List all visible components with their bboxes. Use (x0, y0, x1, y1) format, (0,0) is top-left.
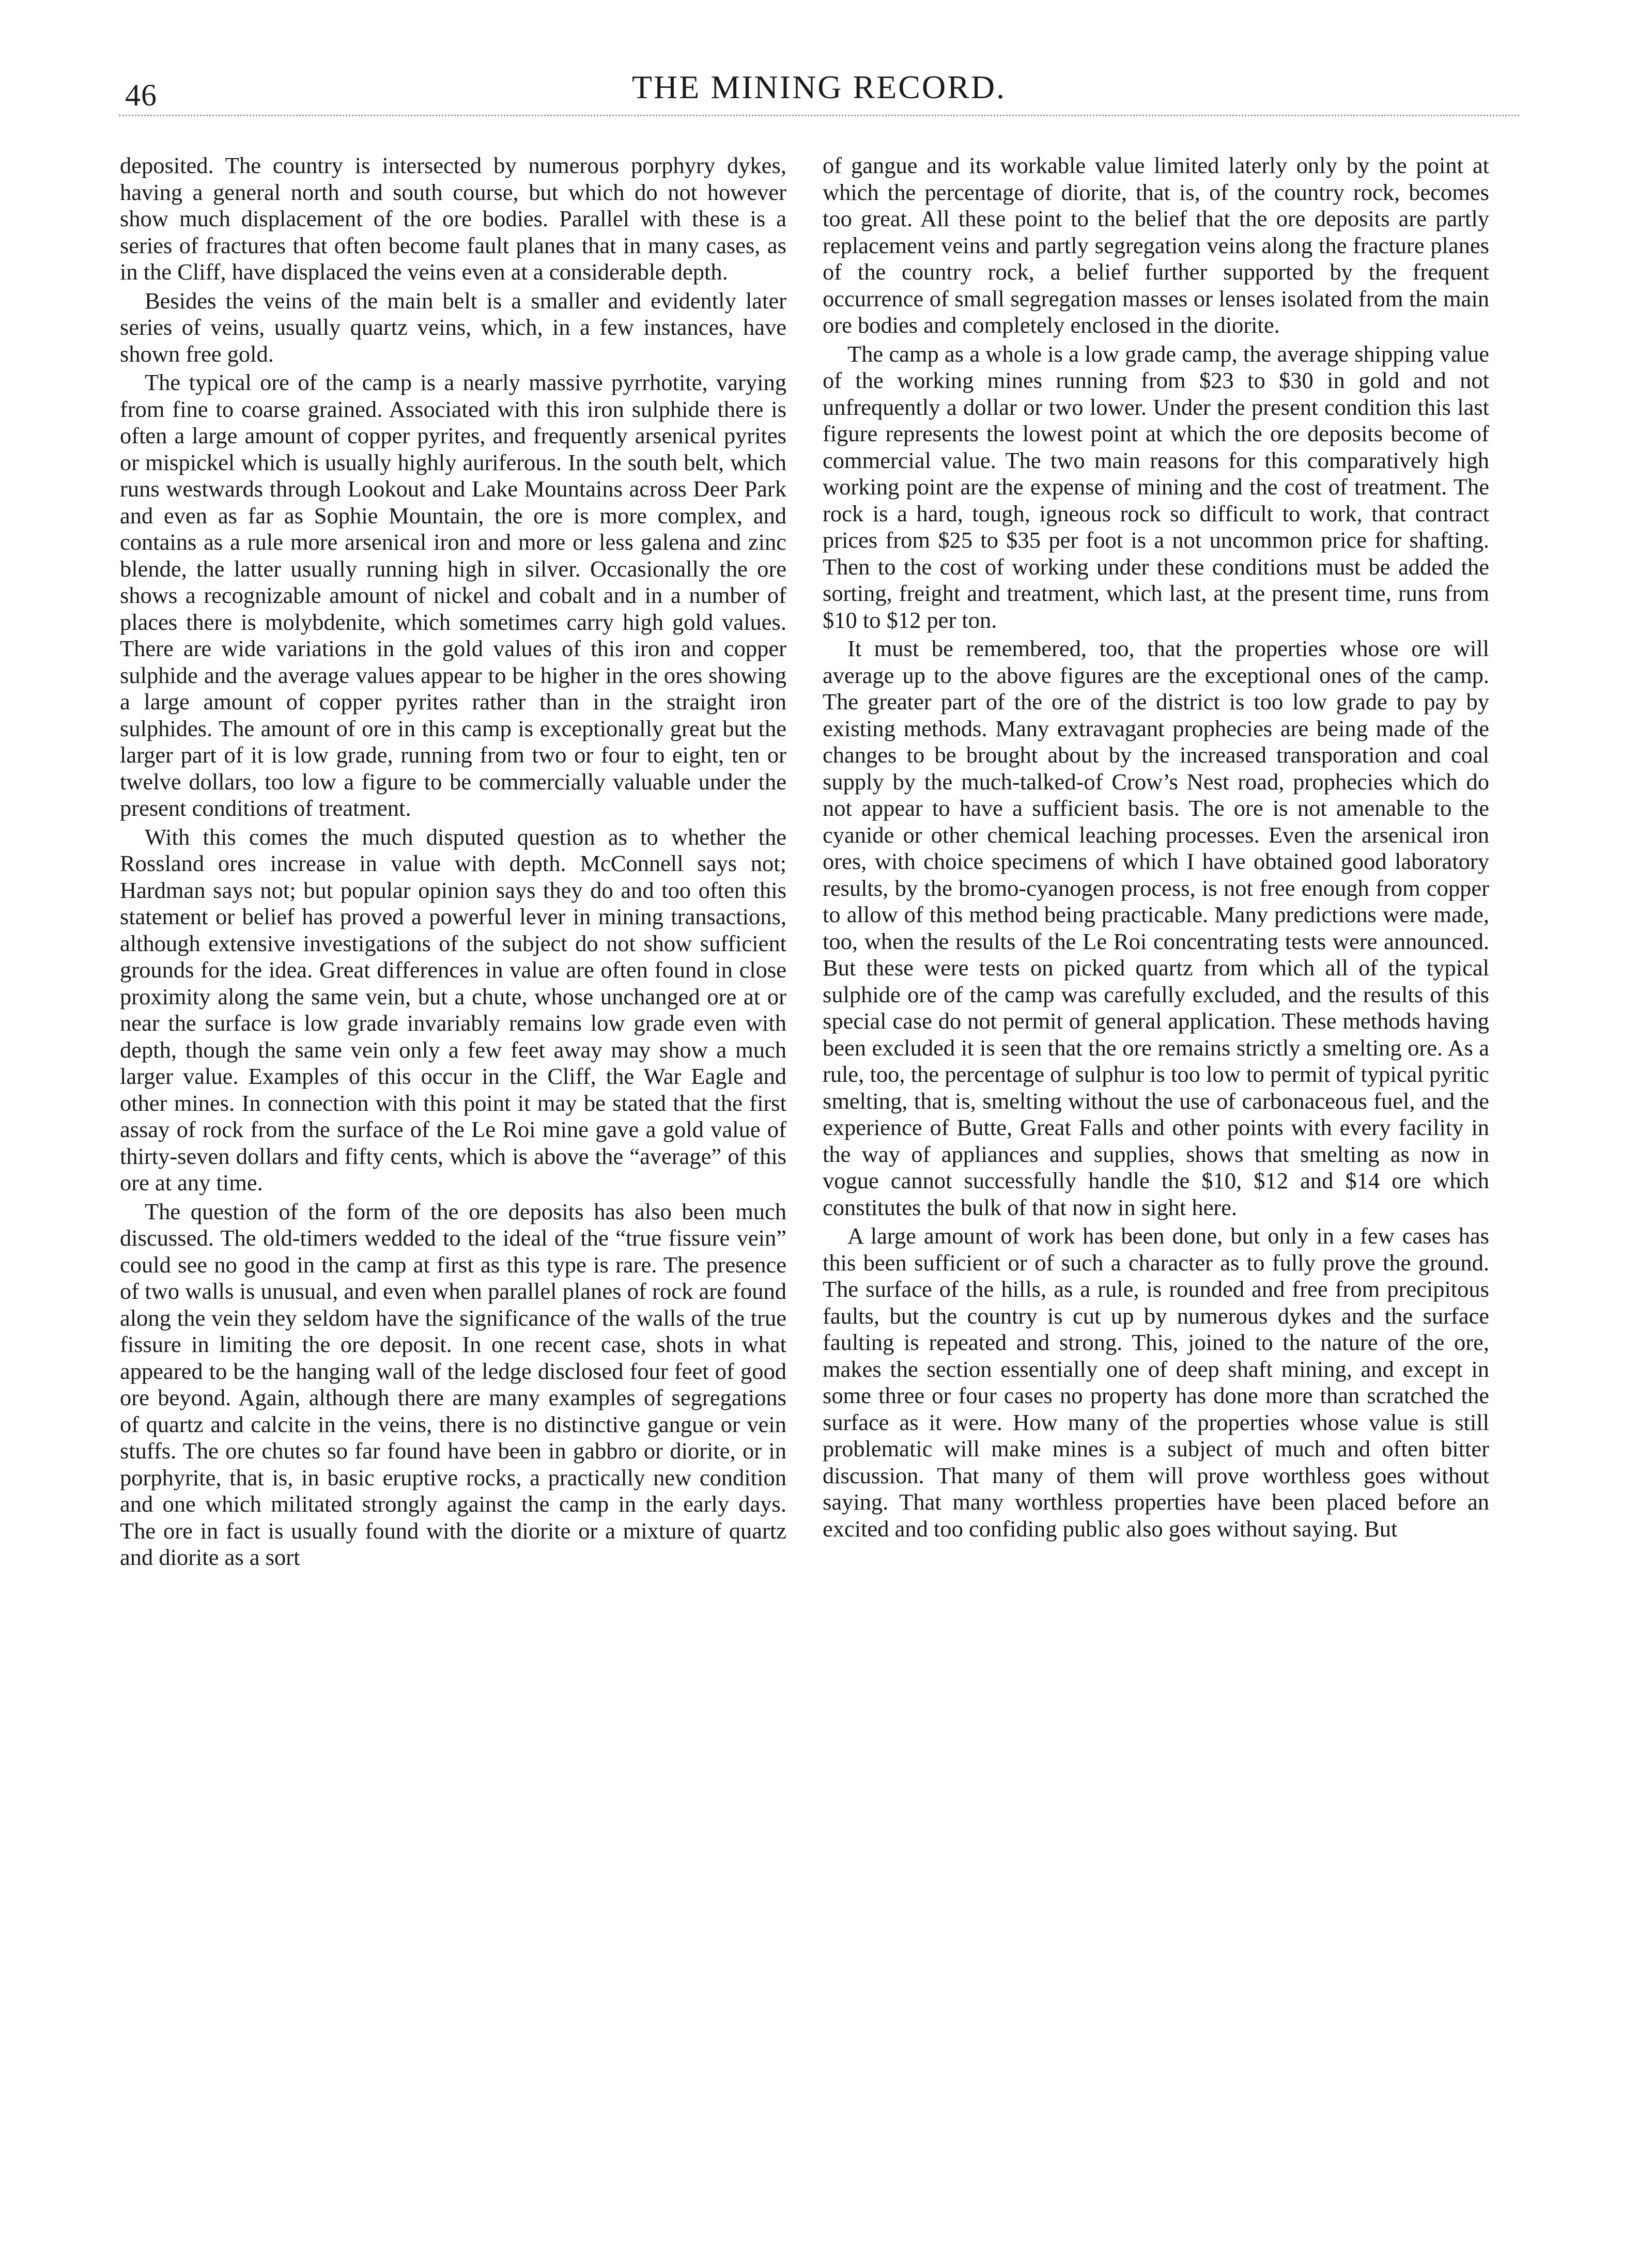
paragraph: Besides the veins of the main belt is a smaller and evidently later series of veins, usually quartz veins, which, in a few instances, have shown free gold. (120, 287, 786, 367)
paragraph: With this comes the much disputed question as to whether the Rossland ores increase in value with depth. McConnell says not; Hardman says not; but popular opinion says they do and too often this statement or belief has proved a powerful lever in mining transactions, although extensive investigations of the subject do not show sufficient grounds for the idea. Great differences in value are often found in close proximity along the same vein, but a chute, whose unchanged ore at or near the surface is low grade invariably remains low grade even with depth, though the same vein only a few feet away may show a much larger value. Examples of this occur in the Cliff, the War Eagle and other mines. In connection with this point it may be stated that the first assay of rock from the surface of the Le Roi mine gave a gold value of thirty-seven dollars and fifty cents, which is above the “average” of this ore at any time. (120, 824, 786, 1195)
running-title: THE MINING RECORD. (631, 69, 1007, 105)
paragraph: A large amount of work has been done, but only in a few cases has this been sufficient or of such a character as to fully prove the ground. The surface of the hills, as a rule, is rounded and free from precipitous faults, but the country is cut up by numerous dykes and the surface faulting is repeated and strong. This, joined to the nature of the ore, makes the section essentially one of deep shaft mining, and except in some three or four cases no property has done more than scratched the surface as it were. How many of the properties whose value is still problematic will make mines is a subject of much and often bitter discussion. That many of them will prove worthless goes without saying. That many worthless properties have been placed before an excited and too confiding public also goes without saying. But (823, 1223, 1489, 1542)
right-column (823, 152, 1489, 1544)
header-rule (119, 115, 1519, 116)
paragraph: The typical ore of the camp is a nearly massive pyrrhotite, varying from fine to coarse grained. Associated with this iron sulphide there is often a large amount of copper pyrites, and frequently arsenical pyrites or mispickel which is usually highly auriferous. In the south belt, which runs westwards through Lookout and Lake Mountains across Deer Park and even as far as Sophie Mountain, the ore is more complex, and contains as a rule more arsenical iron and more or less galena and zinc blende, the latter usually running high in silver. Occasionally the ore shows a recognizable amount of nickel and cobalt and in a number of places there is molybdenite, which sometimes carry high gold values. There are wide variations in the gold values of this iron and copper sulphide and the average values appear to be higher in the ores showing a large amount of copper pyrites rather than in the straight iron sulphides. The amount of ore in this camp is exceptionally great but the larger part of it is low grade, running from two or four to eight, ten or twelve dollars, too low a figure to be commercially valuable under the present conditions of treatment. (120, 369, 786, 821)
paragraph: deposited. The country is intersected by numerous porphyry dykes, having a general north and south course, but which do not however show much displacement of the ore bodies. Parallel with these is a series of fractures that often become fault planes that in many cases, as in the Cliff, have displaced the veins even at a considerable depth. (120, 152, 786, 285)
left-column (120, 152, 786, 1573)
paragraph: It must be remembered, too, that the properties whose ore will average up to the above figures are the exceptional ones of the camp. The greater part of the ore of the district is too low grade to pay by existing methods. Many extravagant prophecies are being made of the changes to be brought about by the increased transporation and coal supply by the much-talked-of Crow’s Nest road, prophecies which do not appear to have a sufficient basis. The ore is not amenable to the cyanide or other chemical leaching processes. Even the arsenical iron ores, with choice specimens of which I have obtained good laboratory results, by the bromo-cyanogen process, is not free enough from copper to allow of this method being practicable. Many predictions were made, too, when the results of the Le Roi concentrating tests were announced. But these were tests on picked quartz from which all of the typical sulphide ore of the camp was carefully excluded, and the results of this special case do not permit of general application. These methods having been excluded it is seen that the ore remains strictly a smelting ore. As a rule, too, the percentage of sulphur is too low to permit of typical pyritic smelting, that is, smelting without the use of carbonaceous fuel, and the experience of Butte, Great Falls and other points with every facility in the way of appliances and supplies, shows that smelting as now in vogue cannot successfully handle the $10, $12 and $14 ore which constitutes the bulk of that now in sight here. (823, 635, 1489, 1220)
paragraph: of gangue and its workable value limited laterly only by the point at which the percentage of diorite, that is, of the country rock, becomes too great. All these point to the belief that the ore deposits are partly replacement veins and partly segregation veins along the fracture planes of the country rock, a belief further supported by the frequent occurrence of small segregation masses or lenses isolated from the main ore bodies and completely enclosed in the diorite. (823, 152, 1489, 338)
paragraph: The camp as a whole is a low grade camp, the average shipping value of the working mines running from $23 to $30 in gold and not unfrequently a dollar or two lower. Under the present condition this last figure represents the lowest point at which the ore deposits become of commercial value. The two main reasons for this comparatively high working point are the expense of mining and the cost of treatment. The rock is a hard, tough, igneous rock so difficult to work, that contract prices from $25 to $35 per foot is a not uncommon price for shafting. Then to the cost of working under these conditions must be added the sorting, freight and treatment, which last, at the present time, runs from $10 to $12 per ton. (823, 340, 1489, 633)
page-number: 46 (125, 78, 157, 112)
paragraph: The question of the form of the ore deposits has also been much discussed. The old-timers wedded to the ideal of the “true fissure vein” could see no good in the camp at first as this type is rare. The presence of two walls is unusual, and even when parallel planes of rock are found along the vein they seldom have the significance of the walls of the true fissure in limiting the ore deposit. In one recent case, shots in what appeared to be the hanging wall of the ledge disclosed four feet of good ore beyond. Again, although there are many examples of segregations of quartz and calcite in the veins, there is no distinctive gangue or vein stuffs. The ore chutes so far found have been in gabbro or diorite, or in porphyrite, that is, in basic eruptive rocks, a practically new condition and one which militated strongly against the camp in the early days. The ore in fact is usually found with the diorite or a mixture of quartz and diorite as a sort (120, 1198, 786, 1570)
